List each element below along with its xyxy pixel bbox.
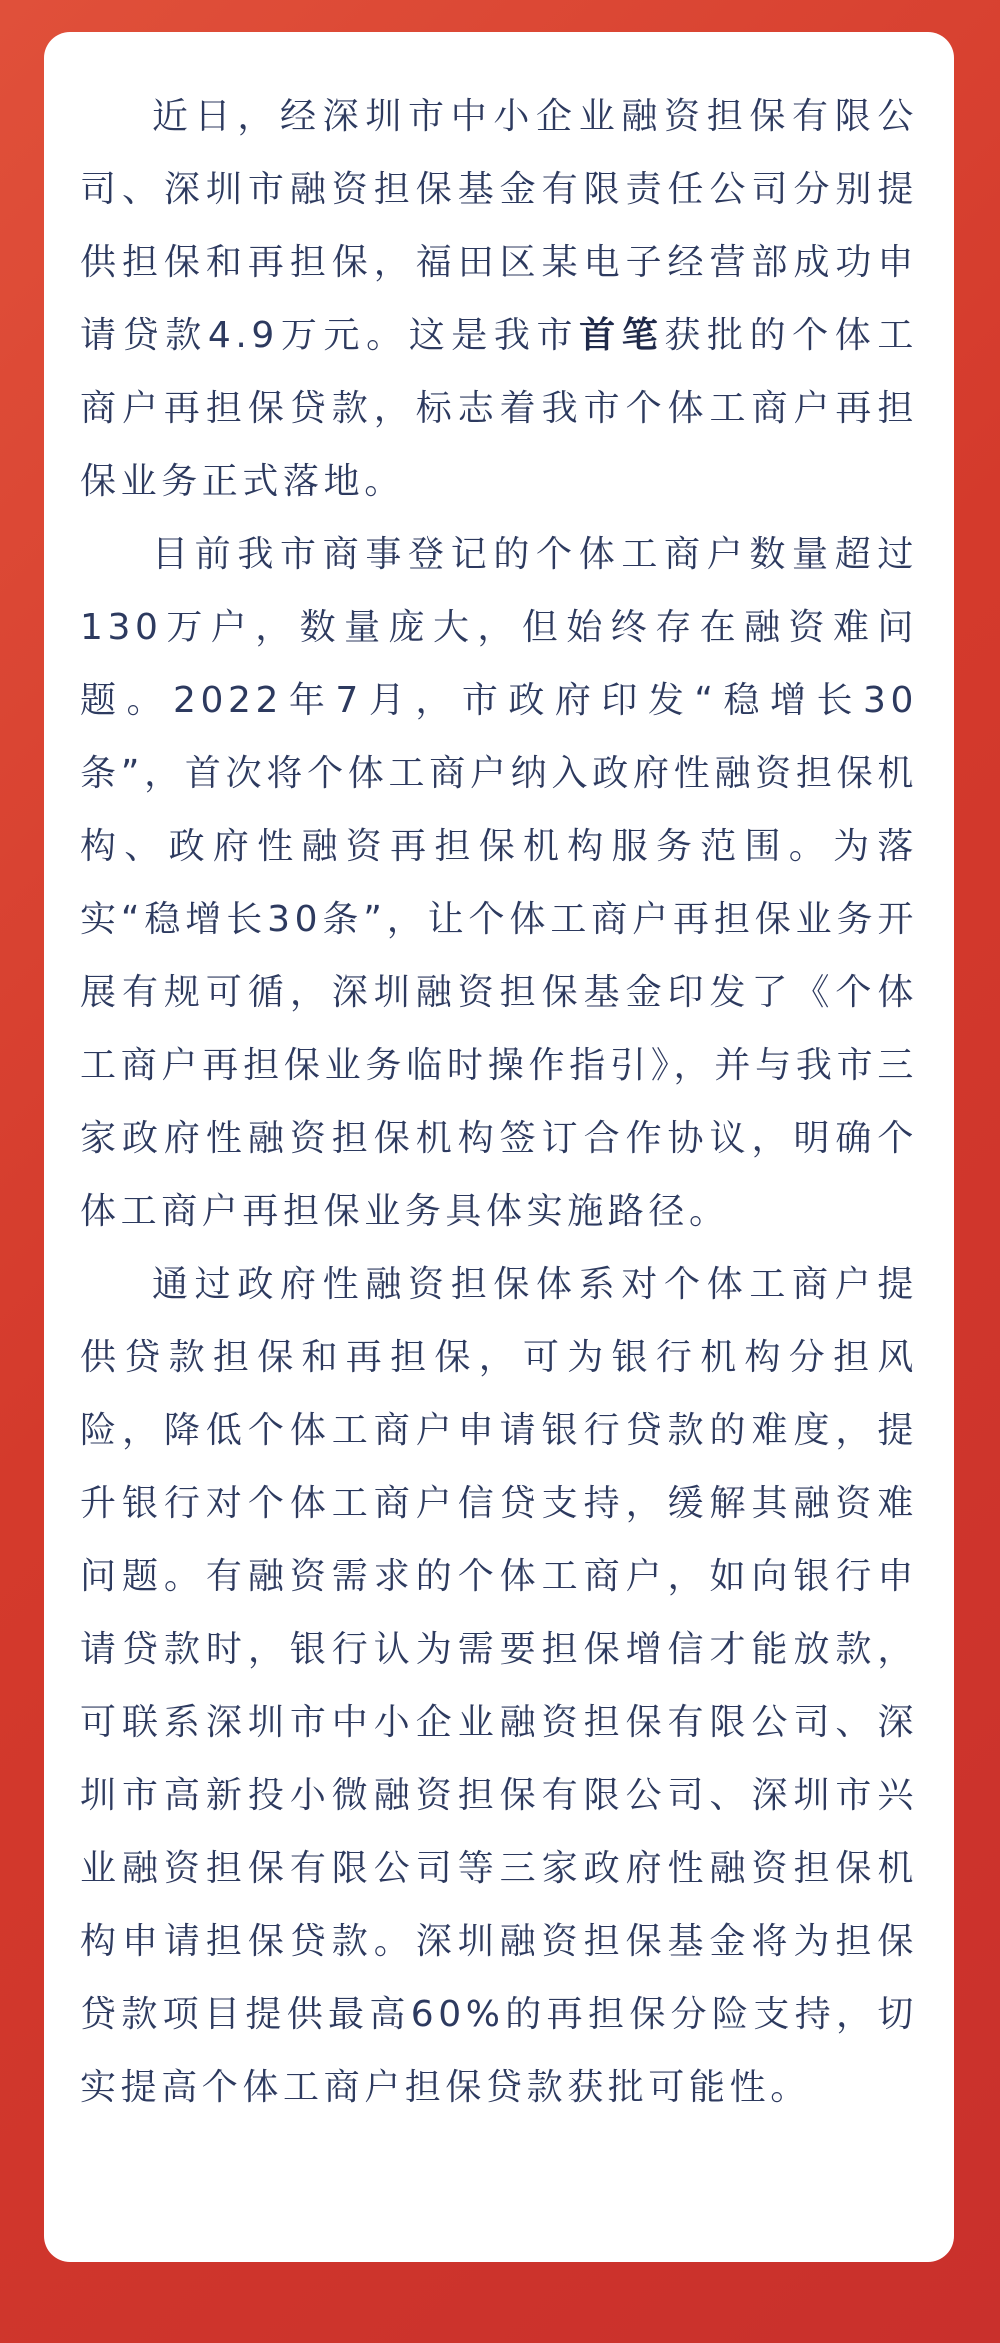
article-paragraph-2 [80,518,918,1248]
article-paragraph-1 [80,80,918,518]
paragraph-1-text-b: 获批的个体工商户再担保贷款，标志着我市个体工商户再担保业务正式落地。 [80,315,918,502]
paragraph-1-text-a: 近日，经深圳市中小企业融资担保有限公司、深圳市融资担保基金有限责任公司分别提供担保和再担保，福田区某电子经营部成功申请贷款4.9万元。这是我市 [80,96,918,356]
paragraph-1-bold-text: 首笔 [579,315,665,356]
article-paragraph-3 [80,1248,918,2124]
paragraph-3-text: 通过政府性融资担保体系对个体工商户提供贷款担保和再担保，可为银行机构分担风险，降低个体工商户申请银行贷款的难度，提升银行对个体工商户信贷支持，缓解其融资难问题。有融资需求的个体工商户，如向银行申请贷款时，银行认为需要担保增信才能放款，可联系深圳市中小企业融资担保有限公司、深圳市高新投小微融资担保有限公司、深圳市兴业融资担保有限公司等三家政府性融资担保机构申请担保贷款。深圳融资担保基金将为担保贷款项目提供最高60%的再担保分险支持，切实提高个体工商户担保贷款获批可能性。 [80,1264,918,2108]
article-card [44,32,954,2262]
paragraph-2-text: 目前我市商事登记的个体工商户数量超过130万户，数量庞大，但始终存在融资难问题。2022年7月，市政府印发“稳增长30条”，首次将个体工商户纳入政府性融资担保机构、政府性融资再担保机构服务范围。为落实“稳增长30条”，让个体工商户再担保业务开展有规可循，深圳融资担保基金印发了《个体工商户再担保业务临时操作指引》，并与我市三家政府性融资担保机构签订合作协议，明确个体工商户再担保业务具体实施路径。 [80,534,918,1232]
